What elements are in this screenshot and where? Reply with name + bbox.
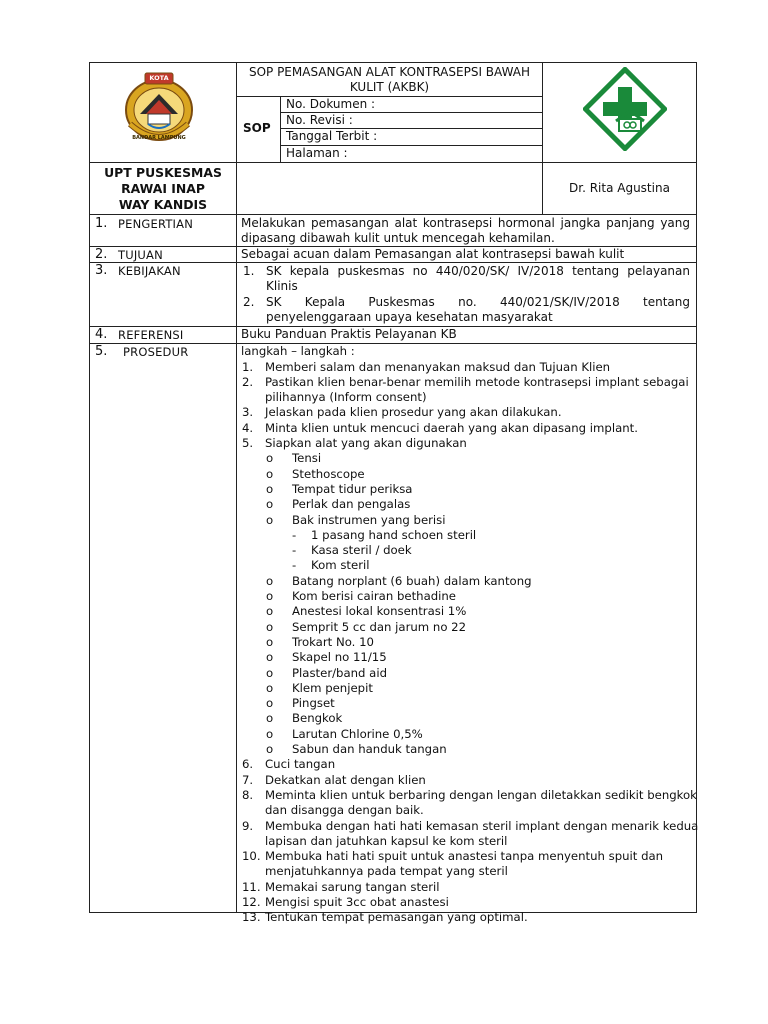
divider <box>89 214 697 215</box>
doc-number-field: No. Dokumen : <box>286 97 376 111</box>
bullet-marker: o <box>266 665 274 680</box>
bullet-marker: o <box>266 451 274 466</box>
tool-item: Plaster/band aid <box>292 665 388 680</box>
tool-item: Kom berisi cairan bethadine <box>292 589 456 603</box>
step-text: Dekatkan alat dengan klien <box>265 772 426 787</box>
tujuan-text: Sebagai acuan dalam Pemasangan alat kontrasepsi bawah kulit <box>241 247 625 261</box>
tool-item: Stethoscope <box>292 466 365 481</box>
bullet-marker: o <box>266 481 274 496</box>
divider <box>89 262 697 263</box>
step-number: 9. <box>242 818 254 833</box>
step-number: 12. <box>242 895 261 909</box>
step-text: Jelaskan pada klien prosedur yang akan dilakukan. <box>265 405 562 420</box>
step-number: 4. <box>242 420 254 435</box>
bullet-marker: o <box>266 650 274 665</box>
tool-item: Larutan Chlorine 0,5% <box>292 726 423 741</box>
sop-label: SOP <box>243 121 271 135</box>
tool-item: Semprit 5 cc dan jarum no 22 <box>292 619 467 634</box>
tool-item: Pingset <box>292 696 335 711</box>
bullet-marker: o <box>266 726 274 741</box>
step-number: 8. <box>242 787 254 802</box>
sub-item: Kom steril <box>311 558 370 573</box>
divider <box>236 62 237 913</box>
tool-item: Tempat tidur periksa <box>292 481 413 496</box>
step-text: Memakai sarung tangan steril <box>265 879 440 894</box>
dash-marker: - <box>292 558 297 573</box>
step-number: 6. <box>242 757 254 772</box>
step-text: Membuka dengan hati hati kemasan steril implant dengan menarik kedua <box>265 818 699 833</box>
divider <box>542 62 543 214</box>
doc-page-field: Halaman : <box>286 146 348 160</box>
bullet-marker: o <box>266 711 274 726</box>
bullet-marker: o <box>266 634 274 649</box>
tool-item: Klem penjepit <box>292 680 373 695</box>
bullet-marker: o <box>266 512 274 527</box>
divider <box>89 162 697 163</box>
tool-item: Bak instrumen yang berisi <box>292 512 446 527</box>
policy-item-line: SK kepala puskesmas no 440/020/SK/ IV/2018 tentang pelayanan <box>266 264 690 278</box>
dash-marker: - <box>292 543 297 558</box>
puskesmas-logo <box>583 67 667 151</box>
step-text: Meminta klien untuk berbaring dengan lengan diletakkan sedikit bengkok <box>265 787 697 802</box>
tool-item: Skapel no 11/15 <box>292 650 387 665</box>
section-number: 2. <box>95 247 108 262</box>
bullet-marker: o <box>266 589 274 603</box>
signatory-name: Dr. Rita Agustina <box>569 181 670 195</box>
step-text: dan disangga dengan baik. <box>265 803 424 818</box>
policy-item-line: Klinis <box>266 279 298 293</box>
section-number: 1. <box>95 216 108 231</box>
divider <box>89 343 697 344</box>
org-name-line-3: WAY KANDIS <box>118 197 208 212</box>
tool-item: Tensi <box>292 451 322 466</box>
org-name-line-2: RAWAI INAP <box>121 181 205 196</box>
logo-text-top: KOTA <box>149 74 169 82</box>
section-label-pengertian: PENGERTIAN <box>118 217 194 231</box>
bullet-marker: o <box>266 742 274 756</box>
doc-revision-field: No. Revisi : <box>286 113 353 127</box>
section-number: 4. <box>95 327 108 342</box>
divider <box>280 96 281 162</box>
step-text: Siapkan alat yang akan digunakan <box>265 436 467 450</box>
step-number: 1. <box>242 359 254 374</box>
step-text: Mengisi spuit 3cc obat anastesi <box>265 895 449 909</box>
step-number: 3. <box>242 405 254 420</box>
bullet-marker: o <box>266 497 274 512</box>
policy-item-line: penyelenggaraan upaya kesehatan masyarakat <box>266 310 553 324</box>
dash-marker: - <box>292 527 297 542</box>
bullet-marker: o <box>266 680 274 695</box>
tool-item: Bengkok <box>292 711 343 726</box>
bullet-marker: o <box>266 604 274 619</box>
logo-text-bottom: BANDAR LAMPUNG <box>132 135 186 141</box>
puskesmas-emblem-icon <box>583 67 667 151</box>
policy-item-number: 1. <box>243 264 255 278</box>
tool-item: Anestesi lokal konsentrasi 1% <box>292 604 467 619</box>
section-label-tujuan: TUJUAN <box>118 248 163 262</box>
step-text: Pastikan klien benar-benar memilih metode kontrasepsi implant sebagai <box>265 374 689 389</box>
policy-item-number: 2. <box>243 295 255 309</box>
bullet-marker: o <box>266 466 274 481</box>
step-number: 5. <box>242 436 254 450</box>
tool-item: Perlak dan pengalas <box>292 497 411 512</box>
step-text: Memberi salam dan menanyakan maksud dan Tujuan Klien <box>265 359 611 374</box>
step-number: 13. <box>242 910 261 925</box>
step-number: 2. <box>242 374 254 389</box>
referensi-text: Buku Panduan Praktis Pelayanan KB <box>241 327 457 341</box>
sub-item: 1 pasang hand schoen steril <box>311 527 477 542</box>
sub-item: Kasa steril / doek <box>311 543 412 558</box>
tool-item: Sabun dan handuk tangan <box>292 742 447 756</box>
pengertian-text-line-1: Melakukan pemasangan alat kontrasepsi hormonal jangka panjang yang <box>241 216 690 230</box>
section-label-kebijakan: KEBIJAKAN <box>118 264 181 278</box>
tool-item: Batang norplant (6 buah) dalam kantong <box>292 573 532 588</box>
pengertian-text-line-2: dipasang dibawah kulit untuk mencegah kehamilan. <box>241 231 555 245</box>
policy-item-line: SK Kepala Puskesmas no. 440/021/SK/IV/2018 tentang <box>266 295 690 309</box>
step-text: Tentukan tempat pemasangan yang optimal. <box>265 910 528 925</box>
bullet-marker: o <box>266 696 274 711</box>
step-number: 7. <box>242 772 254 787</box>
section-label-referensi: REFERENSI <box>118 328 184 342</box>
divider <box>236 96 542 97</box>
section-number: 5. <box>95 344 108 359</box>
step-text: menjatuhkannya pada tempat yang steril <box>265 864 508 879</box>
city-logo <box>118 66 200 148</box>
step-text: Membuka hati hati spuit untuk anastesi tanpa menyentuh spuit dan <box>265 849 664 864</box>
org-name-line-1: UPT PUSKESMAS <box>104 165 222 180</box>
step-text: Minta klien untuk mencuci daerah yang akan dipasang implant. <box>265 420 638 435</box>
tool-item: Trokart No. 10 <box>292 634 374 649</box>
document-title-line-1: SOP PEMASANGAN ALAT KONTRASEPSI BAWAH <box>248 65 531 79</box>
bullet-marker: o <box>266 619 274 634</box>
section-number: 3. <box>95 263 108 278</box>
doc-issue-date-field: Tanggal Terbit : <box>286 129 378 143</box>
step-text: Cuci tangan <box>265 757 336 772</box>
step-number: 11. <box>242 879 261 894</box>
bullet-marker: o <box>266 573 274 588</box>
step-text: pilihannya (Inform consent) <box>265 390 427 405</box>
step-number: 10. <box>242 849 261 864</box>
section-label-prosedur: PROSEDUR <box>123 345 189 359</box>
prosedur-intro: langkah – langkah : <box>241 344 355 358</box>
step-text: lapisan dan jatuhkan kapsul ke kom steril <box>265 833 508 848</box>
document-title-line-2: KULIT (AKBK) <box>349 80 430 94</box>
